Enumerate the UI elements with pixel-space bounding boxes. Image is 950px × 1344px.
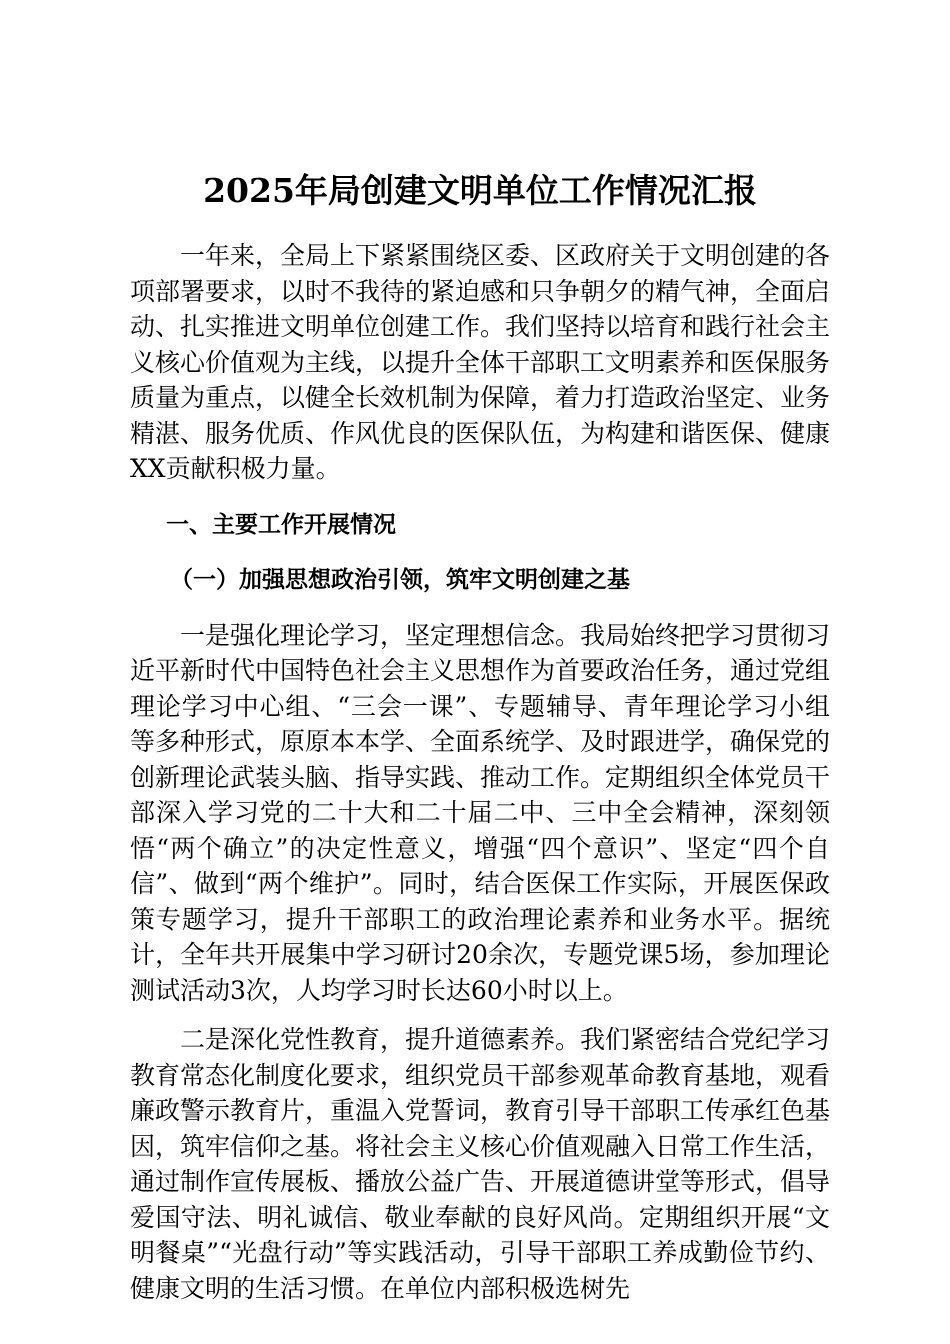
body-paragraph-2: 二是深化党性教育，提升道德素养。我们紧密结合党纪学习教育常态化制度化要求，组织党员干部参观革命教育基地，观看廉政警示教育片，重温入党誓词，教育引导干部职工传承红色基因，筑牢信仰之基。将社会主义核心价值观融入日常工作生活，通过制作宣传展板、播放公益广告、开展道德讲堂等形式，倡导爱国守法、明礼诚信、敬业奉献的良好风尚。定期组织开展“文明餐桌”“光盘行动”等实践活动，引导干部职工养成勤俭节约、健康文明的生活习惯。在单位内部积极选树先: [130, 1025, 831, 1303]
paragraph-gap: [130, 1008, 830, 1022]
document-body: [130, 166, 830, 1306]
section-heading: 一、主要工作开展情况: [166, 511, 396, 538]
intro-paragraph: 一年来，全局上下紧紧围绕区委、区政府关于文明创建的各项部署要求，以时不我待的紧迫感和只争朝夕的精气神，全面启动、扎实推进文明单位创建工作。我们坚持以培育和践行社会主义核心价值观为主线，以提升全体干部职工文明素养和医保服务质量为重点，以健全长效机制为保障，着力打造政治坚定、业务精湛、服务优质、作风优良的医保队伍，为构建和谐医保、健康XX贡献积极力量。: [130, 241, 831, 483]
subsection-heading: （一）加强思想政治引领，筑牢文明创建之基: [170, 566, 630, 593]
body-paragraph-1: 一是强化理论学习，坚定理想信念。我局始终把学习贯彻习近平新时代中国特色社会主义思想作为首要政治任务，通过党组理论学习中心组、“三会一课”、专题辅导、青年理论学习小组等多种形式，原原本本学、全面系统学、及时跟进学，确保党的创新理论武装头脑、指导实践、推动工作。定期组织全体党员干部深入学习党的二十大和二十届二中、三中全会精神，深刻领悟“两个确立”的决定性意义，增强“四个意识”、坚定“四个自信”、做到“两个维护”。同时，结合医保工作实际，开展医保政策专题学习，提升干部职工的政治理论素养和业务水平。据统计，全年共开展集中学习研讨20余次，专题党课5场，参加理论测试活动3次，人均学习时长达60小时以上。: [130, 620, 831, 1005]
document-title: 2025年局创建文明单位工作情况汇报: [203, 171, 757, 210]
